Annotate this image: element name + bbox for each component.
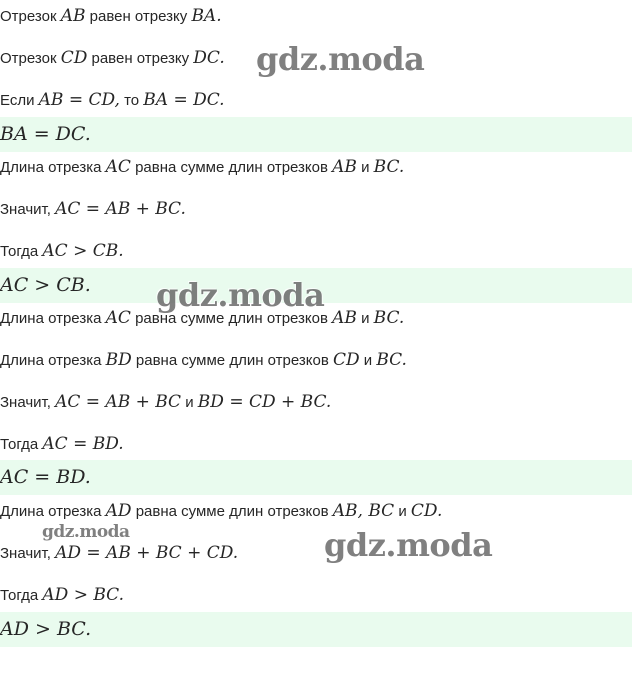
- math-expression: BD: [105, 350, 132, 370]
- text-fragment: то: [119, 92, 144, 109]
- text-fragment: Значит,: [0, 545, 56, 562]
- solution-line: [0, 198, 632, 221]
- text-fragment: Если: [0, 92, 39, 109]
- text-fragment: равна сумме длин отрезков: [131, 503, 333, 520]
- text-fragment: равна сумме длин отрезков: [130, 159, 333, 176]
- math-expression: CD: [60, 48, 88, 68]
- math-expression: AB = CD,: [38, 90, 120, 110]
- solution-line: [0, 584, 632, 607]
- math-expression: AC: [105, 308, 131, 328]
- watermark: gdz.moda: [324, 526, 493, 564]
- math-expression: AC: [105, 157, 131, 177]
- text-fragment: равен отрезку: [85, 8, 192, 25]
- text-fragment: и: [356, 159, 374, 176]
- solution-line: [0, 542, 632, 565]
- answer-highlight: AC > CB.: [0, 268, 632, 303]
- math-expression: AC > CB.: [42, 241, 124, 261]
- solution-line: [0, 89, 632, 112]
- math-expression: AB: [332, 308, 357, 328]
- solution-line: [0, 156, 632, 179]
- math-expression: CD: [332, 350, 360, 370]
- math-expression: DC.: [193, 48, 225, 68]
- text-fragment: Длина отрезка: [0, 352, 106, 369]
- math-expression: BA.: [191, 6, 222, 26]
- math-expression: BC.: [376, 350, 407, 370]
- math-expression: AD = AB + BC + CD.: [55, 543, 239, 563]
- text-fragment: Длина отрезка: [0, 503, 106, 520]
- math-expression: AB: [332, 157, 357, 177]
- math-expression: BD = CD + BC.: [197, 392, 332, 412]
- solution-line: [0, 240, 632, 263]
- text-fragment: Тогда: [0, 587, 43, 604]
- solution-line: [0, 5, 632, 28]
- answer-highlight: AD > BC.: [0, 612, 632, 647]
- text-fragment: равен отрезку: [87, 50, 194, 67]
- text-fragment: Отрезок: [0, 8, 61, 25]
- answer-highlight: BA = DC.: [0, 117, 632, 152]
- text-fragment: Тогда: [0, 243, 43, 260]
- math-expression: AD: [105, 501, 132, 521]
- watermark: gdz.moda: [42, 522, 130, 542]
- math-expression: CD.: [410, 501, 443, 521]
- text-fragment: Тогда: [0, 436, 43, 453]
- math-expression: AB: [60, 6, 86, 26]
- text-fragment: Отрезок: [0, 50, 61, 67]
- watermark: gdz.moda: [256, 40, 425, 78]
- math-expression: BA = DC.: [143, 90, 225, 110]
- text-fragment: равна сумме длин отрезков: [131, 352, 333, 369]
- text-fragment: Значит,: [0, 394, 56, 411]
- solution-line: [0, 500, 632, 523]
- math-expression: AD > BC.: [42, 585, 124, 605]
- solution-line: [0, 433, 632, 456]
- math-expression: AC = AB + BC.: [55, 199, 186, 219]
- math-expression: AB, BC: [332, 501, 395, 521]
- text-fragment: Длина отрезка: [0, 159, 106, 176]
- text-fragment: и: [359, 352, 377, 369]
- math-expression: BC.: [373, 157, 405, 177]
- text-fragment: и: [356, 310, 374, 327]
- solution-line: [0, 391, 632, 414]
- math-expression: BC.: [373, 308, 405, 328]
- text-fragment: Длина отрезка: [0, 310, 106, 327]
- answer-highlight: AC = BD.: [0, 460, 632, 495]
- math-expression: AC = BD.: [42, 434, 124, 454]
- text-fragment: и: [394, 503, 411, 520]
- math-expression: AC = AB + BC: [55, 392, 182, 412]
- solution-line: [0, 349, 632, 372]
- watermark: gdz.moda: [156, 276, 325, 314]
- text-fragment: и: [181, 394, 198, 411]
- text-fragment: равна сумме длин отрезков: [130, 310, 333, 327]
- text-fragment: Значит,: [0, 201, 56, 218]
